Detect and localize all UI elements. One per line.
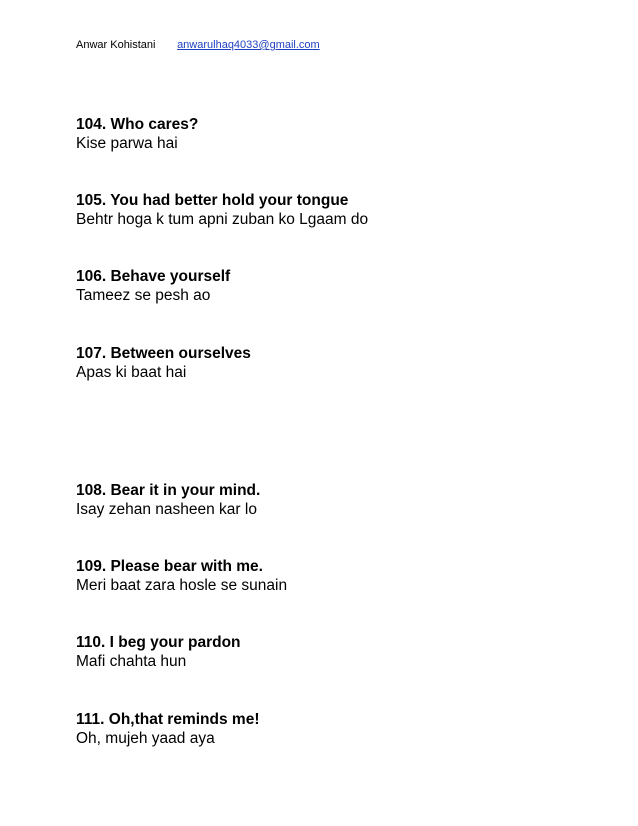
phrase-text: 109. Please bear with me.	[76, 558, 263, 575]
translation-text: Oh, mujeh yaad aya	[76, 730, 215, 747]
phrase-entry-108	[76, 481, 260, 519]
author-email-link[interactable]: anwarulhaq4033@gmail.com	[177, 39, 320, 51]
phrase-text: 105. You had better hold your tongue	[76, 192, 349, 209]
translation-text: Apas ki baat hai	[76, 364, 187, 381]
phrase-entry-104	[76, 115, 198, 153]
phrase-text: 110. I beg your pardon	[76, 634, 241, 651]
phrase-text: 107. Between ourselves	[76, 345, 251, 362]
phrase-text: 111. Oh,that reminds me!	[76, 711, 260, 728]
translation-text: Kise parwa hai	[76, 135, 178, 152]
translation-text: Mafi chahta hun	[76, 653, 187, 670]
translation-text: Behtr hoga k tum apni zuban ko Lgaam do	[76, 211, 369, 228]
phrase-text: 104. Who cares?	[76, 116, 199, 133]
phrase-entry-105	[76, 191, 368, 229]
page-header	[76, 38, 320, 52]
author-name: Anwar Kohistani	[76, 39, 156, 51]
translation-text: Meri baat zara hosle se sunain	[76, 577, 288, 594]
translation-text: Isay zehan nasheen kar lo	[76, 501, 257, 518]
phrase-entry-110	[76, 633, 241, 671]
phrase-entry-107	[76, 344, 251, 382]
phrase-entry-109	[76, 557, 287, 595]
phrase-entry-106	[76, 267, 230, 305]
translation-text: Tameez se pesh ao	[76, 287, 211, 304]
phrase-text: 106. Behave yourself	[76, 268, 231, 285]
phrase-entry-111	[76, 710, 259, 748]
phrase-text: 108. Bear it in your mind.	[76, 482, 261, 499]
